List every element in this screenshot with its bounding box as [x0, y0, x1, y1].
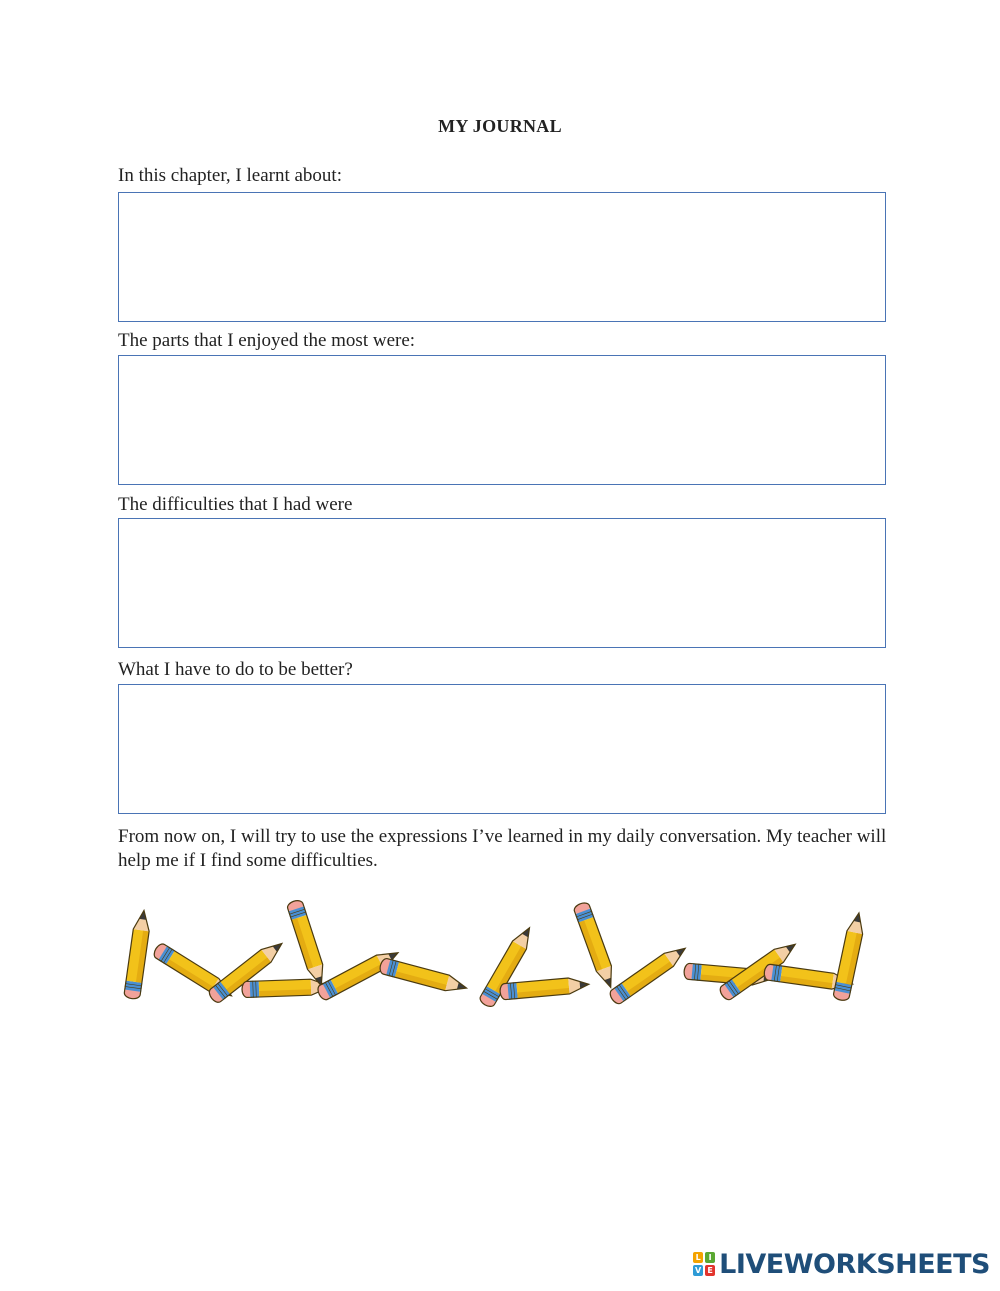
liveworksheets-logo-icon — [693, 1252, 715, 1276]
answer-box-difficulties[interactable] — [118, 518, 886, 648]
logo-mark-i: I — [705, 1252, 715, 1263]
logo-text: LIVEWORKSHEETS — [719, 1248, 990, 1280]
logo-mark-e: E — [705, 1265, 715, 1276]
section-label-better: What I have to do to be better? — [118, 659, 353, 680]
logo-mark-l: L — [693, 1252, 703, 1263]
logo-mark-v: V — [695, 1266, 702, 1275]
liveworksheets-logo — [693, 1247, 990, 1281]
pencil-border-icon — [110, 895, 890, 1020]
closing-paragraph: From now on, I will try to use the expressions I’ve learned in my daily conversation. My teacher will help me if I find some difficulties. — [118, 826, 887, 871]
section-label-difficulties: The difficulties that I had were — [118, 494, 353, 515]
answer-box-better[interactable] — [118, 684, 886, 814]
answer-box-enjoyed[interactable] — [118, 355, 886, 485]
pencil-group — [123, 899, 867, 1009]
section-label-enjoyed: The parts that I enjoyed the most were: — [118, 330, 416, 351]
section-label-learnt: In this chapter, I learnt about: — [118, 165, 342, 186]
answer-box-learnt[interactable] — [118, 192, 886, 322]
page-title: MY JOURNAL — [438, 116, 562, 136]
